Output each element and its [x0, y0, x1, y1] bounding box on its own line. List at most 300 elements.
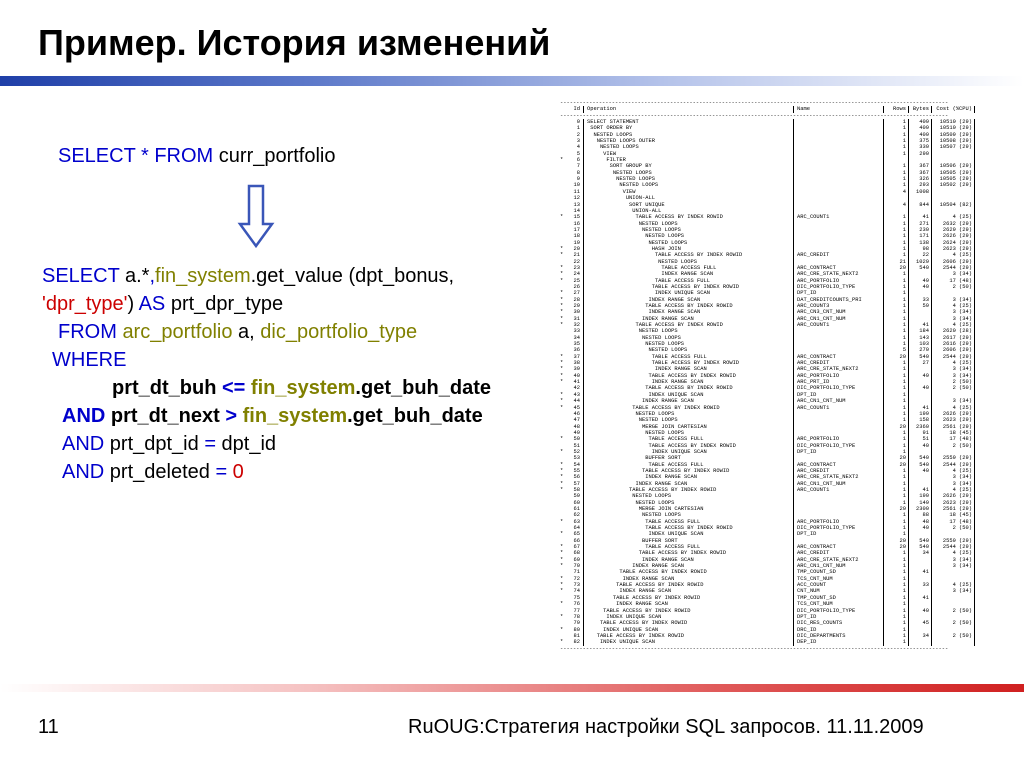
row-cost: 2606 (29) — [931, 347, 975, 353]
condition-column: prt_dt_buh — [112, 377, 222, 399]
row-id: 79 — [573, 620, 580, 627]
rewritten-query-line-8 — [62, 458, 244, 486]
row-rows: 1 — [883, 151, 908, 157]
table-row — [560, 639, 994, 645]
row-id: 60 — [573, 499, 580, 506]
row-cost: 4 (25) — [931, 303, 975, 309]
row-id: 76 — [573, 601, 580, 608]
row-cost: 10510 (29) — [931, 125, 975, 131]
row-cost: 2616 (29) — [931, 341, 975, 347]
row-bytes: 40 — [908, 608, 931, 614]
slide-number: 11 — [38, 716, 59, 738]
row-id: 70 — [573, 563, 580, 570]
row-object-name: ARC_CN1_CNT_NUM — [793, 481, 883, 487]
row-object-name: ARC_PORTFOLIO — [793, 436, 883, 442]
row-rows: 1 — [883, 392, 908, 398]
row-cost: 18 (45) — [931, 512, 975, 518]
predicate-marker: * — [560, 550, 564, 557]
row-operation: NESTED LOOPS — [583, 170, 793, 176]
row-object-name: DIC_RES_COUNTS — [793, 620, 883, 626]
row-id: 52 — [573, 448, 580, 455]
row-id: 81 — [573, 632, 580, 639]
table-dic-portfolio-type: dic_portfolio_type — [260, 321, 418, 343]
row-id: 22 — [573, 258, 580, 265]
condition-column: prt_deleted — [104, 461, 216, 483]
row-rows: 1 — [883, 176, 908, 182]
row-rows: 1 — [883, 614, 908, 620]
row-cost: 2626 (29) — [931, 493, 975, 499]
row-id: 20 — [573, 245, 580, 252]
slide-title: Пример. История изменений — [38, 22, 551, 63]
row-cost: 10505 (29) — [931, 170, 975, 176]
row-operation: HASH JOIN — [583, 246, 793, 252]
row-cost: 4 (25) — [931, 405, 975, 411]
predicate-marker: * — [560, 277, 564, 284]
comma: , — [149, 265, 156, 287]
row-operation: TABLE ACCESS BY INDEX ROWID — [583, 633, 793, 639]
row-cost: 2 (50) — [931, 443, 975, 449]
row-operation: TABLE ACCESS FULL — [583, 354, 793, 360]
table-alias: a, — [232, 321, 261, 343]
row-cost: 3 (34) — [931, 563, 975, 569]
predicate-marker: * — [560, 639, 564, 646]
predicate-marker: * — [560, 467, 564, 474]
row-object-name: ARC_CONTRACT — [793, 354, 883, 360]
row-id: 56 — [573, 474, 580, 481]
row-id: 50 — [573, 436, 580, 443]
row-object-name: ARC_CREDIT — [793, 550, 883, 556]
row-cost: 4 (25) — [931, 214, 975, 220]
row-bytes: 88 — [908, 512, 931, 518]
row-rows: 1 — [883, 221, 908, 227]
row-rows: 1 — [883, 474, 908, 480]
row-id: 48 — [573, 423, 580, 430]
row-cost: 2544 (29) — [931, 462, 975, 468]
row-object-name: ARC_CONTRACT — [793, 462, 883, 468]
row-rows: 1 — [883, 557, 908, 563]
row-operation: BUFFER SORT — [583, 538, 793, 544]
row-operation: INDEX UNIQUE SCAN — [583, 639, 793, 645]
row-bytes: 91 — [908, 430, 931, 436]
row-id: 75 — [573, 594, 580, 601]
row-rows: 1 — [883, 595, 908, 601]
row-id: 82 — [573, 639, 580, 646]
predicate-marker: * — [560, 474, 564, 481]
row-cost: 4 (25) — [931, 487, 975, 493]
row-rows: 1 — [883, 436, 908, 442]
row-operation: TABLE ACCESS FULL — [583, 278, 793, 284]
row-operation: BUFFER SORT — [583, 455, 793, 461]
row-object-name: ARC_CN1_CNT_NUM — [793, 398, 883, 404]
row-bytes: 540 — [908, 462, 931, 468]
row-rows: 1 — [883, 443, 908, 449]
row-id: 61 — [573, 506, 580, 512]
row-rows: 1 — [883, 481, 908, 487]
table-border: ------------------------------------------------------------------------------------------------------------------------ — [560, 112, 949, 119]
title-underline — [0, 76, 1024, 86]
row-bytes: 40 — [908, 284, 931, 290]
row-rows: 5 — [883, 347, 908, 353]
function-call: .get_buh_date — [347, 405, 483, 427]
row-object-name: DRC_ID — [793, 627, 883, 633]
row-bytes: 143 — [908, 335, 931, 341]
package-name: fin_system — [155, 265, 251, 287]
close-paren: ) — [127, 293, 139, 315]
row-operation: INDEX UNIQUE SCAN — [583, 627, 793, 633]
row-id: 9 — [576, 176, 580, 183]
footer-text: RuOUG:Стратегия настройки SQL запросов. 11.11.2009 — [408, 716, 924, 738]
row-rows: 1 — [883, 138, 908, 144]
row-operation: TABLE ACCESS BY INDEX ROWID — [583, 373, 793, 379]
row-cost: 3 (34) — [931, 373, 975, 379]
row-id: 17 — [573, 226, 580, 233]
row-cost: 2 (50) — [931, 633, 975, 639]
row-bytes: 40 — [908, 468, 931, 474]
row-operation: TABLE ACCESS BY INDEX ROWID — [583, 405, 793, 411]
row-bytes — [908, 639, 931, 645]
row-id: 2 — [576, 131, 580, 138]
row-operation: NESTED LOOPS — [583, 411, 793, 417]
row-rows: 1 — [883, 601, 908, 607]
predicate-marker: * — [560, 601, 564, 608]
row-rows: 21 — [883, 259, 908, 265]
predicate-marker: * — [560, 360, 564, 367]
row-id: 77 — [573, 607, 580, 614]
predicate-marker: * — [560, 448, 564, 455]
predicate-marker: * — [560, 480, 564, 487]
predicate-marker: * — [560, 391, 564, 398]
row-rows: 1 — [883, 132, 908, 138]
row-rows: 1 — [883, 493, 908, 499]
row-rows: 1 — [883, 563, 908, 569]
row-id: 49 — [573, 429, 580, 436]
row-id: 15 — [573, 214, 580, 221]
row-operation: NESTED LOOPS — [583, 182, 793, 188]
row-bytes: 49 — [908, 278, 931, 284]
row-rows: 1 — [883, 144, 908, 150]
row-id: 13 — [573, 201, 580, 208]
row-id: 69 — [573, 556, 580, 563]
row-rows: 20 — [883, 265, 908, 271]
header-id: Id — [573, 106, 580, 113]
row-rows: 1 — [883, 360, 908, 366]
row-bytes: 98 — [908, 246, 931, 252]
row-rows: 1 — [883, 227, 908, 233]
row-cost: 2544 (29) — [931, 544, 975, 550]
row-id: 59 — [573, 493, 580, 500]
row-id: 47 — [573, 417, 580, 424]
predicate-marker: * — [560, 379, 564, 386]
row-id: 5 — [576, 150, 580, 157]
row-rows: 1 — [883, 119, 908, 125]
row-object-name: ARC_PORTFOLIO — [793, 278, 883, 284]
row-object-name: DIC_PORTFOLIO_TYPE — [793, 608, 883, 614]
row-cost: 2561 (29) — [931, 424, 975, 430]
row-bytes: 48 — [908, 519, 931, 525]
function-arg: dpt_bonus, — [355, 265, 455, 287]
row-bytes: 326 — [908, 176, 931, 182]
row-bytes: 34 — [908, 550, 931, 556]
row-bytes: 190 — [908, 493, 931, 499]
row-id: 67 — [573, 544, 580, 551]
row-bytes: 41 — [908, 595, 931, 601]
predicate-marker: * — [560, 271, 564, 278]
row-rows: 1 — [883, 328, 908, 334]
row-operation: MERGE JOIN CARTESIAN — [583, 424, 793, 430]
row-operation: INDEX UNIQUE SCAN — [583, 290, 793, 296]
row-bytes: 409 — [908, 119, 931, 125]
row-object-name: ACC_COUNT — [793, 582, 883, 588]
row-operation: INDEX RANGE SCAN — [583, 316, 793, 322]
row-bytes: 199 — [908, 411, 931, 417]
row-cost: 4 (25) — [931, 550, 975, 556]
row-id: 7 — [576, 163, 580, 170]
column-list: a.* — [125, 265, 150, 287]
row-object-name: ARC_CRE_STATE_NEXT2 — [793, 271, 883, 277]
table-border: ------------------------------------------------------------------------------------------------------------------------ — [560, 645, 949, 652]
row-rows: 1 — [883, 411, 908, 417]
predicate-marker: * — [560, 303, 564, 309]
row-operation: TABLE ACCESS BY INDEX ROWID — [583, 620, 793, 626]
function-call: .get_buh_date — [355, 377, 491, 399]
row-object-name: DIC_PORTFOLIO_TYPE — [793, 443, 883, 449]
row-id: 10 — [573, 182, 580, 189]
row-rows: 1 — [883, 170, 908, 176]
row-rows: 1 — [883, 335, 908, 341]
row-operation: INDEX UNIQUE SCAN — [583, 392, 793, 398]
row-rows: 1 — [883, 639, 908, 645]
predicate-marker: * — [560, 436, 564, 443]
row-operation: TABLE ACCESS BY INDEX ROWID — [583, 595, 793, 601]
row-rows: 1 — [883, 525, 908, 531]
row-operation: INDEX RANGE SCAN — [583, 379, 793, 385]
row-bytes: 270 — [908, 347, 931, 353]
condition-value: 0 — [227, 461, 244, 483]
row-operation: INDEX RANGE SCAN — [583, 481, 793, 487]
row-operation: TABLE ACCESS BY INDEX ROWID — [583, 322, 793, 328]
row-id: 23 — [573, 264, 580, 271]
row-bytes: 45 — [908, 620, 931, 626]
row-id: 66 — [573, 537, 580, 544]
row-id: 43 — [573, 391, 580, 398]
rewritten-query-line-6 — [62, 402, 483, 430]
row-operation: TABLE ACCESS FULL — [583, 265, 793, 271]
package-name: fin_system — [237, 405, 348, 427]
predicate-marker: * — [560, 252, 564, 259]
row-bytes: 49 — [908, 373, 931, 379]
row-id: 29 — [573, 303, 580, 309]
row-rows: 20 — [883, 506, 908, 512]
row-object-name: ARC_PORTFOLIO — [793, 373, 883, 379]
condition-value: dpt_id — [216, 433, 277, 455]
predicate-marker: * — [560, 486, 564, 493]
row-operation: VIEW — [583, 189, 793, 195]
row-bytes: 138 — [908, 240, 931, 246]
row-id: 26 — [573, 283, 580, 290]
row-id: 28 — [573, 296, 580, 303]
predicate-marker: * — [560, 366, 564, 373]
header-cost: Cost (%CPU) — [931, 106, 975, 112]
row-rows: 1 — [883, 233, 908, 239]
predicate-marker: * — [560, 372, 564, 379]
row-object-name: ARC_PRT_ID — [793, 379, 883, 385]
row-id: 3 — [576, 138, 580, 145]
row-cost: 3 (34) — [931, 481, 975, 487]
row-operation: NESTED LOOPS — [583, 430, 793, 436]
row-object-name: ARC_CREDIT — [793, 468, 883, 474]
predicate-marker: * — [560, 563, 564, 570]
row-operation: TABLE ACCESS BY INDEX ROWID — [583, 569, 793, 575]
row-cost: 2 (50) — [931, 620, 975, 626]
header-bytes: Bytes — [908, 106, 931, 112]
row-id: 74 — [573, 588, 580, 595]
row-object-name: ARC_CONTRACT — [793, 544, 883, 550]
row-bytes: 41 — [908, 487, 931, 493]
row-object-name: TMP_COUNT_SD — [793, 569, 883, 575]
where-keyword: WHERE — [52, 349, 127, 371]
row-cost: 2 (50) — [931, 525, 975, 531]
row-bytes: 1029 — [908, 259, 931, 265]
row-rows: 4 — [883, 189, 908, 195]
row-id: 53 — [573, 455, 580, 462]
row-cost: 3 (34) — [931, 588, 975, 594]
row-object-name: DAT_CREDITCOUNTS_PRI — [793, 297, 883, 303]
as-keyword: AS — [138, 293, 166, 315]
row-rows: 1 — [883, 487, 908, 493]
row-id: 34 — [573, 334, 580, 341]
row-cost: 4 (25) — [931, 360, 975, 366]
row-rows: 1 — [883, 627, 908, 633]
row-id: 1 — [576, 125, 580, 132]
row-bytes: 40 — [908, 443, 931, 449]
row-bytes: 158 — [908, 417, 931, 423]
row-id: 32 — [573, 322, 580, 329]
row-rows: 20 — [883, 424, 908, 430]
predicate-marker: * — [560, 157, 564, 164]
row-bytes: 2300 — [908, 506, 931, 512]
row-cost: 10505 (29) — [931, 176, 975, 182]
row-rows: 1 — [883, 373, 908, 379]
row-cost: 3 (34) — [931, 398, 975, 404]
row-id: 68 — [573, 550, 580, 557]
row-operation: TABLE ACCESS BY INDEX ROWID — [583, 608, 793, 614]
row-cost: 17 (48) — [931, 278, 975, 284]
predicate-marker: * — [560, 582, 564, 589]
row-object-name: CNT_NUM — [793, 588, 883, 594]
row-operation: NESTED LOOPS — [583, 240, 793, 246]
row-cost: 2559 (29) — [931, 455, 975, 461]
row-rows: 1 — [883, 379, 908, 385]
row-bytes: 171 — [908, 233, 931, 239]
row-id: 0 — [576, 119, 580, 126]
row-bytes: 290 — [908, 151, 931, 157]
row-bytes: 540 — [908, 265, 931, 271]
row-operation: SORT ORDER BY — [583, 125, 793, 131]
rewritten-query-line-7 — [62, 430, 276, 458]
row-rows: 20 — [883, 544, 908, 550]
row-rows: 1 — [883, 366, 908, 372]
row-operation: NESTED LOOPS — [583, 233, 793, 239]
row-id: 44 — [573, 398, 580, 405]
row-cost: 10507 (29) — [931, 144, 975, 150]
row-object-name: ARC_COUNT3 — [793, 303, 883, 309]
operator: > — [225, 405, 238, 427]
row-object-name: ARC_COUNT1 — [793, 214, 883, 220]
row-id: 46 — [573, 410, 580, 417]
row-object-name: DIC_PORTFOLIO_TYPE — [793, 385, 883, 391]
row-operation: INDEX RANGE SCAN — [583, 557, 793, 563]
row-rows: 1 — [883, 519, 908, 525]
row-operation: NESTED LOOPS — [583, 227, 793, 233]
row-id: 27 — [573, 290, 580, 297]
row-operation: NESTED LOOPS — [583, 341, 793, 347]
row-object-name: DIC_PORTFOLIO_TYPE — [793, 284, 883, 290]
row-cost: 2623 (29) — [931, 417, 975, 423]
row-cost: 3 (34) — [931, 474, 975, 480]
row-cost: 17 (48) — [931, 436, 975, 442]
row-bytes: 40 — [908, 385, 931, 391]
row-operation: INDEX RANGE SCAN — [583, 588, 793, 594]
select-keyword: SELECT * FROM — [58, 145, 214, 167]
row-bytes: 367 — [908, 163, 931, 169]
row-bytes: 844 — [908, 202, 931, 208]
row-bytes: 293 — [908, 182, 931, 188]
rewritten-query-line-2 — [42, 290, 283, 318]
row-bytes: 22 — [908, 252, 931, 258]
row-id: 72 — [573, 575, 580, 582]
row-object-name: ARC_CRE_STATE_NEXT2 — [793, 366, 883, 372]
row-id: 31 — [573, 315, 580, 322]
row-rows: 20 — [883, 354, 908, 360]
row-rows: 1 — [883, 182, 908, 188]
header-rows: Rows — [883, 106, 908, 112]
row-object-name: DPT_ID — [793, 614, 883, 620]
row-object-name: ARC_PORTFOLIO — [793, 519, 883, 525]
row-id: 42 — [573, 385, 580, 392]
table-border: ------------------------------------------------------------------------------------------------------------------------ — [560, 100, 949, 106]
row-operation: NESTED LOOPS OUTER — [583, 138, 793, 144]
row-id: 37 — [573, 353, 580, 360]
row-cost: 4 (25) — [931, 252, 975, 258]
row-rows: 1 — [883, 417, 908, 423]
original-query — [58, 142, 336, 170]
table-name: curr_portfolio — [218, 145, 336, 167]
row-id: 16 — [573, 220, 580, 227]
predicate-marker: * — [560, 461, 564, 468]
predicate-marker: * — [560, 290, 564, 297]
row-rows: 1 — [883, 252, 908, 258]
row-bytes: 230 — [908, 227, 931, 233]
row-rows: 1 — [883, 341, 908, 347]
row-bytes: 59 — [908, 303, 931, 309]
row-operation: INDEX RANGE SCAN — [583, 474, 793, 480]
row-cost: 3 (34) — [931, 271, 975, 277]
row-operation: TABLE ACCESS BY INDEX ROWID — [583, 550, 793, 556]
table-arc-portfolio: arc_portfolio — [122, 321, 233, 343]
rewritten-query-line-3 — [58, 318, 417, 346]
row-object-name: ARC_CRE_STATE_NEXT2 — [793, 557, 883, 563]
rewritten-query-line-5 — [112, 374, 491, 402]
row-cost: 10509 (29) — [931, 132, 975, 138]
row-rows: 1 — [883, 512, 908, 518]
row-object-name: ARC_CRE_STATE_NEXT2 — [793, 474, 883, 480]
row-operation: NESTED LOOPS — [583, 328, 793, 334]
row-cost: 4 (25) — [931, 582, 975, 588]
row-rows: 1 — [883, 582, 908, 588]
row-operation: NESTED LOOPS — [583, 512, 793, 518]
row-rows: 1 — [883, 608, 908, 614]
row-id: 11 — [573, 188, 580, 195]
